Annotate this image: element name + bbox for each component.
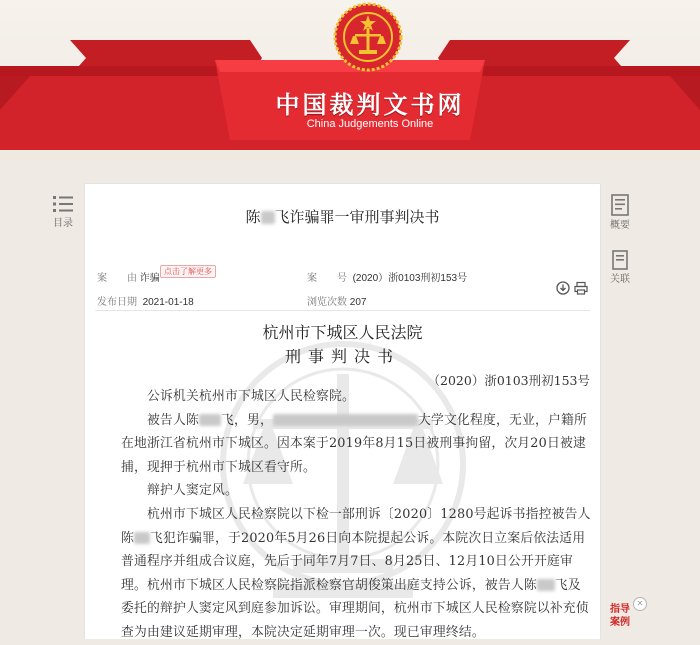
case-number: （2020）浙0103刑初153号 [427, 373, 590, 388]
case-value: (2020）浙0103刑初153号 [352, 273, 468, 284]
views-field [307, 293, 366, 308]
list-icon [52, 194, 74, 214]
paragraph: 公诉机关杭州市下城区人民检察院。 [121, 389, 355, 404]
views-label: 浏览次数 [307, 297, 347, 308]
toolbar-icons [556, 281, 592, 295]
text-run: 大学文化程度，无业，户籍所在地浙江省杭州市下城区。因本案于2019年8月15日被刑事拘留，次月20日被逮捕，现押于杭州市下城区看守所。 [121, 412, 587, 475]
redacted-name [134, 532, 150, 544]
related-label: 关联 [610, 274, 630, 285]
text-run: 被告人陈 [121, 412, 199, 428]
cause-value: 诈骗 [139, 273, 160, 284]
redacted-name [537, 579, 555, 591]
close-icon[interactable]: ✕ [633, 597, 647, 611]
redacted-name [261, 211, 275, 224]
court-emblem-icon [333, 2, 403, 72]
site-subtitle: China Judgements Online [306, 118, 434, 130]
cause-label: 案 由 [97, 273, 137, 284]
document-kind: 刑事判决书 [284, 347, 400, 366]
text-run: 飞，男， [220, 412, 273, 428]
guiding-cases-button[interactable] [605, 603, 635, 637]
guide-label-line2: 案例 [610, 617, 630, 628]
judgement-body [121, 385, 591, 645]
toc-button[interactable] [48, 194, 78, 229]
views-value: 207 [349, 297, 367, 308]
title-suffix: 飞诈骗罪一审刑事判决书 [274, 208, 440, 226]
publish-value: 2021-01-18 [142, 297, 194, 308]
case-label: 案 号 [307, 273, 347, 284]
court-name: 杭州市下城区人民法院 [262, 323, 423, 342]
site-title: 中国裁判文书网 [275, 90, 465, 119]
download-icon[interactable] [557, 282, 569, 294]
summary-label: 概要 [610, 220, 630, 231]
learn-more-tag[interactable]: 点击了解更多 [160, 265, 216, 278]
site-header [0, 0, 700, 160]
case-number-field [307, 269, 467, 284]
paragraph [121, 409, 591, 480]
paragraph [121, 503, 591, 645]
header-divider [95, 310, 590, 311]
publish-date-field [97, 293, 194, 308]
text-run: 飞及委托的辩护人窦定风到庭参加诉讼。审理期间，杭州市下城区人民检察院以补充侦查为由建议延期审理，本院决定延期审理一次。现已审理终结。 [121, 577, 589, 640]
document-title [85, 206, 600, 227]
publish-label: 发布日期 [97, 297, 137, 308]
text-run: 飞犯诈骗罪，于2020年5月26日向本院提起公诉。本院次日立案后依法适用普通程序并组成合议庭，先后于同年7月7日、8月25日、12月10日公开开庭审理。杭州市下城区人民检察院指派检察官胡俊策出庭支持公诉，被告人陈 [121, 530, 586, 593]
summary-button[interactable] [605, 194, 635, 231]
paragraph: 辩护人窦定风。 [121, 483, 238, 499]
related-doc-icon [610, 250, 630, 270]
cause-field [97, 269, 160, 284]
print-icon[interactable] [575, 283, 587, 295]
related-button[interactable] [605, 250, 635, 285]
toc-label: 目录 [53, 218, 73, 229]
document-paper [84, 183, 601, 639]
redacted-info [273, 414, 418, 426]
guide-label-line1: 指导 [610, 604, 630, 615]
title-prefix: 陈 [245, 208, 261, 226]
document-icon [610, 194, 630, 216]
text-run: 杭州市下城区人民检察院以下检一部刑诉〔2020〕1280号起诉书指控被告人陈 [121, 506, 591, 546]
redacted-name [199, 414, 221, 426]
